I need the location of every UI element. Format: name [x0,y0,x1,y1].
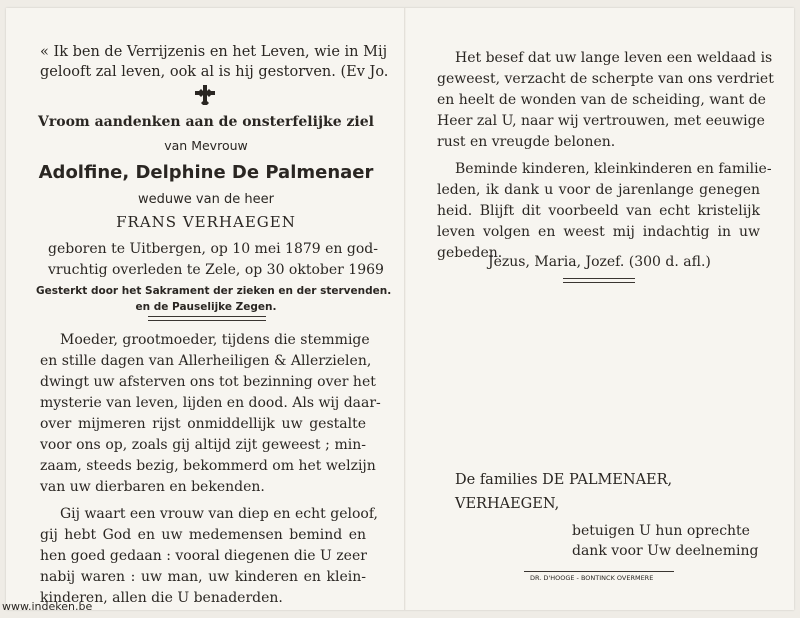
left-p1-line-4: mysterie van leven, lijden en dood. Als wij daar- [40,395,381,411]
site-watermark: www.indeken.be [2,600,93,613]
left-p1-line-7: zaam, steeds bezig, bekommerd om het welzijn [40,458,376,474]
divider-left-bottom [148,320,266,321]
right-p1-line-3: en heelt de wonden van de scheiding, want de [437,92,766,108]
quote-line-2: gelooft zal leven, ook al is hij gestorven. (Ev Jo. [40,64,389,80]
deceased-name: Adolfine, Delphine De Palmenaer [38,162,374,183]
van-mevrouw: van Mevrouw [164,138,248,153]
left-p2-line-3: hen goed gedaan : vooral diegenen die U zeer [40,548,367,564]
left-p2-line-1: Gij waart een vrouw van diep en echt geloof, [60,506,378,522]
left-p2-line-2: gij hebt God en uw medemensen bemind en [40,527,366,543]
left-p1-line-6: voor ons op, zoals gij altijd zijt geweest ; min- [40,437,366,453]
divider-left-top [148,316,266,317]
left-p1-line-2: en stille dagen van Allerheiligen & Allerzielen, [40,353,372,369]
printer-imprint: DR. D'HOOGE - BONTINCK OVERMERE [530,574,654,582]
families-line-1: De families DE PALMENAER, [455,472,673,488]
sacrament-line-2: en de Pauselijke Zegen. [135,301,277,313]
birth-line-1: geboren te Uitbergen, op 10 mei 1879 en god- [48,241,378,257]
printer-rule [524,571,674,572]
memorial-heading: Vroom aandenken aan de onsterfelijke ziel [38,114,374,130]
quote-line-1: « Ik ben de Verrijzenis en het Leven, wie in Mij [40,44,388,60]
divider-right-bottom [563,282,635,283]
sacrament-line-1: Gesterkt door het Sakrament der zieken en der stervenden. [36,285,392,297]
widow-of: weduwe van de heer [138,192,274,207]
left-p1-line-1: Moeder, grootmoeder, tijdens die stemmige [60,332,370,348]
right-p2-line-4: leven volgen en weest mij indachtig in uw [437,224,760,240]
husband-name: FRANS VERHAEGEN [116,213,296,231]
right-p2-line-1: Beminde kinderen, kleinkinderen en familie- [455,161,772,177]
left-p1-line-5: over mijmeren rijst onmiddellijk uw gestalte [40,416,366,432]
left-p2-line-5: kinderen, allen die U benaderden. [40,590,283,606]
right-p1-line-5: rust en vreugde belonen. [437,134,616,150]
prayer-line: Jezus, Maria, Jozef. (300 d. afl.) [488,254,711,270]
left-p1-line-8: van uw dierbaren en bekenden. [40,479,265,495]
card-fold [404,8,406,610]
divider-right-top [563,278,635,279]
thanks-line-1: betuigen U hun oprechte [572,523,750,539]
right-p2-line-3: heid. Blijft dit voorbeeld van echt kristelijk [437,203,760,219]
cross-icon [194,84,216,106]
families-line-2: VERHAEGEN, [455,496,560,512]
right-p1-line-1: Het besef dat uw lange leven een weldaad is [455,50,773,66]
right-p2-line-5: gebeden. [437,245,503,261]
thanks-line-2: dank voor Uw deelneming [572,543,759,559]
right-p1-line-4: Heer zal U, naar wij vertrouwen, met eeuwige [437,113,765,129]
right-p2-line-2: leden, ik dank u voor de jarenlange genegen [437,182,760,198]
left-p1-line-3: dwingt uw afsterven ons tot bezinning over het [40,374,376,390]
right-p1-line-2: geweest, verzacht de scherpte van ons verdriet [437,71,774,87]
left-p2-line-4: nabij waren : uw man, uw kinderen en klein- [40,569,366,585]
birth-line-2: vruchtig overleden te Zele, op 30 oktober 1969 [48,262,384,278]
